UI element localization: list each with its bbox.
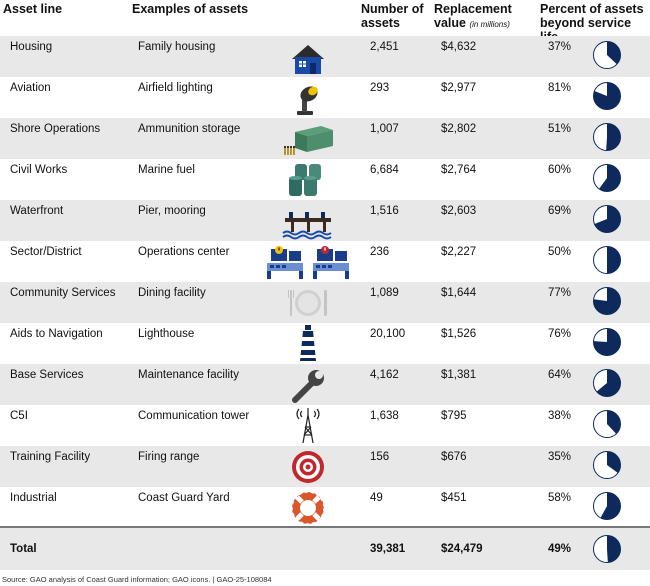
value-cell: $1,644: [441, 287, 477, 299]
table-header: [0, 0, 650, 38]
percent-pie: [592, 40, 622, 70]
example-cell: Family housing: [138, 41, 216, 53]
percent-cell: 37%: [548, 41, 572, 53]
count-cell: 1,516: [370, 205, 399, 217]
total-count: 39,381: [370, 543, 406, 555]
percent-pie: [592, 327, 622, 357]
example-cell: Coast Guard Yard: [138, 492, 230, 504]
percent-cell: 35%: [548, 451, 572, 463]
percent-pie: [592, 81, 622, 111]
table-row: [0, 323, 650, 364]
value-cell: $676: [441, 451, 467, 463]
asset-line-cell: Aids to Navigation: [10, 328, 103, 340]
percent-cell: 58%: [548, 492, 572, 504]
percent-pie: [592, 450, 622, 480]
total-percent: 49%: [548, 543, 572, 555]
percent-pie: [592, 204, 622, 234]
count-cell: 156: [370, 451, 390, 463]
example-cell: Dining facility: [138, 287, 206, 299]
table-row: [0, 364, 650, 405]
count-cell: 20,100: [370, 328, 406, 340]
count-cell: 6,684: [370, 164, 399, 176]
percent-cell: 64%: [548, 369, 572, 381]
count-cell: 49: [370, 492, 383, 504]
percent-cell: 50%: [548, 246, 572, 258]
ammunition-storage-icon: [281, 118, 335, 159]
total-value: $24,479: [441, 543, 483, 555]
asset-line-cell: C5I: [10, 410, 28, 422]
value-cell: $795: [441, 410, 467, 422]
count-cell: 4,162: [370, 369, 399, 381]
asset-line-cell: Shore Operations: [10, 123, 101, 135]
source-note: Source: GAO analysis of Coast Guard information; GAO icons. | GAO-25-108084: [2, 575, 272, 584]
example-cell: Firing range: [138, 451, 200, 463]
fuel-tanks-icon: [281, 159, 335, 200]
percent-pie: [592, 163, 622, 193]
percent-cell: 81%: [548, 82, 572, 94]
table-row: [0, 200, 650, 241]
count-cell: 236: [370, 246, 390, 258]
table-row: [0, 77, 650, 118]
wrench-icon: [281, 364, 335, 405]
pier-icon: [281, 200, 335, 241]
percent-cell: 51%: [548, 123, 572, 135]
asset-line-cell: Base Services: [10, 369, 84, 381]
communication-tower-icon: [281, 405, 335, 446]
example-cell: Marine fuel: [138, 164, 195, 176]
table-row: [0, 446, 650, 487]
count-cell: 1,638: [370, 410, 399, 422]
example-cell: Communication tower: [138, 410, 250, 422]
asset-line-cell: Training Facility: [10, 451, 91, 463]
value-cell: $2,227: [441, 246, 477, 258]
value-cell: $2,603: [441, 205, 477, 217]
example-cell: Airfield lighting: [138, 82, 213, 94]
value-cell: $2,977: [441, 82, 477, 94]
percent-pie: [592, 409, 622, 439]
value-cell: $1,526: [441, 328, 477, 340]
total-label: Total: [10, 543, 37, 555]
count-cell: 293: [370, 82, 390, 94]
target-icon: [281, 446, 335, 487]
percent-pie: [592, 245, 622, 275]
example-cell: Maintenance facility: [138, 369, 239, 381]
dining-icon: [281, 282, 335, 323]
percent-cell: 69%: [548, 205, 572, 217]
percent-cell: 76%: [548, 328, 572, 340]
count-cell: 1,089: [370, 287, 399, 299]
value-cell: $2,802: [441, 123, 477, 135]
life-ring-icon: [281, 487, 335, 528]
count-cell: 1,007: [370, 123, 399, 135]
asset-line-cell: Housing: [10, 41, 53, 53]
operations-center-icon: [265, 241, 355, 282]
table-row: [0, 159, 650, 200]
header-replacement: Replacement value (in millions): [434, 2, 512, 30]
asset-line-cell: Aviation: [10, 82, 51, 94]
value-cell: $4,632: [441, 41, 477, 53]
airfield-light-icon: [281, 77, 335, 118]
table-row: [0, 241, 650, 282]
example-cell: Pier, mooring: [138, 205, 206, 217]
table-row: [0, 282, 650, 323]
asset-line-cell: Sector/District: [10, 246, 82, 258]
percent-pie: [592, 368, 622, 398]
percent-cell: 38%: [548, 410, 572, 422]
percent-cell: 77%: [548, 287, 572, 299]
table-row: [0, 36, 650, 77]
header-asset-line: Asset line: [3, 2, 63, 16]
asset-line-cell: Civil Works: [10, 164, 68, 176]
table-row: [0, 118, 650, 159]
total-percent-pie: [592, 534, 622, 564]
value-cell: $2,764: [441, 164, 477, 176]
percent-pie: [592, 491, 622, 521]
total-row: [0, 528, 650, 570]
example-cell: Operations center: [138, 246, 230, 258]
table-row: [0, 487, 650, 528]
count-cell: 2,451: [370, 41, 399, 53]
house-icon: [281, 36, 335, 77]
percent-pie: [592, 286, 622, 316]
value-cell: $451: [441, 492, 467, 504]
example-cell: Lighthouse: [138, 328, 195, 340]
lighthouse-icon: [281, 323, 335, 364]
asset-line-cell: Waterfront: [10, 205, 64, 217]
example-cell: Ammunition storage: [138, 123, 241, 135]
header-number: Number of assets: [361, 2, 424, 30]
value-cell: $1,381: [441, 369, 477, 381]
table-row: [0, 405, 650, 446]
percent-cell: 60%: [548, 164, 572, 176]
percent-pie: [592, 122, 622, 152]
asset-line-cell: Community Services: [10, 287, 116, 299]
asset-line-cell: Industrial: [10, 492, 57, 504]
header-percent: Percent of assets beyond service: [540, 2, 644, 30]
header-examples: Examples of assets: [132, 2, 249, 16]
